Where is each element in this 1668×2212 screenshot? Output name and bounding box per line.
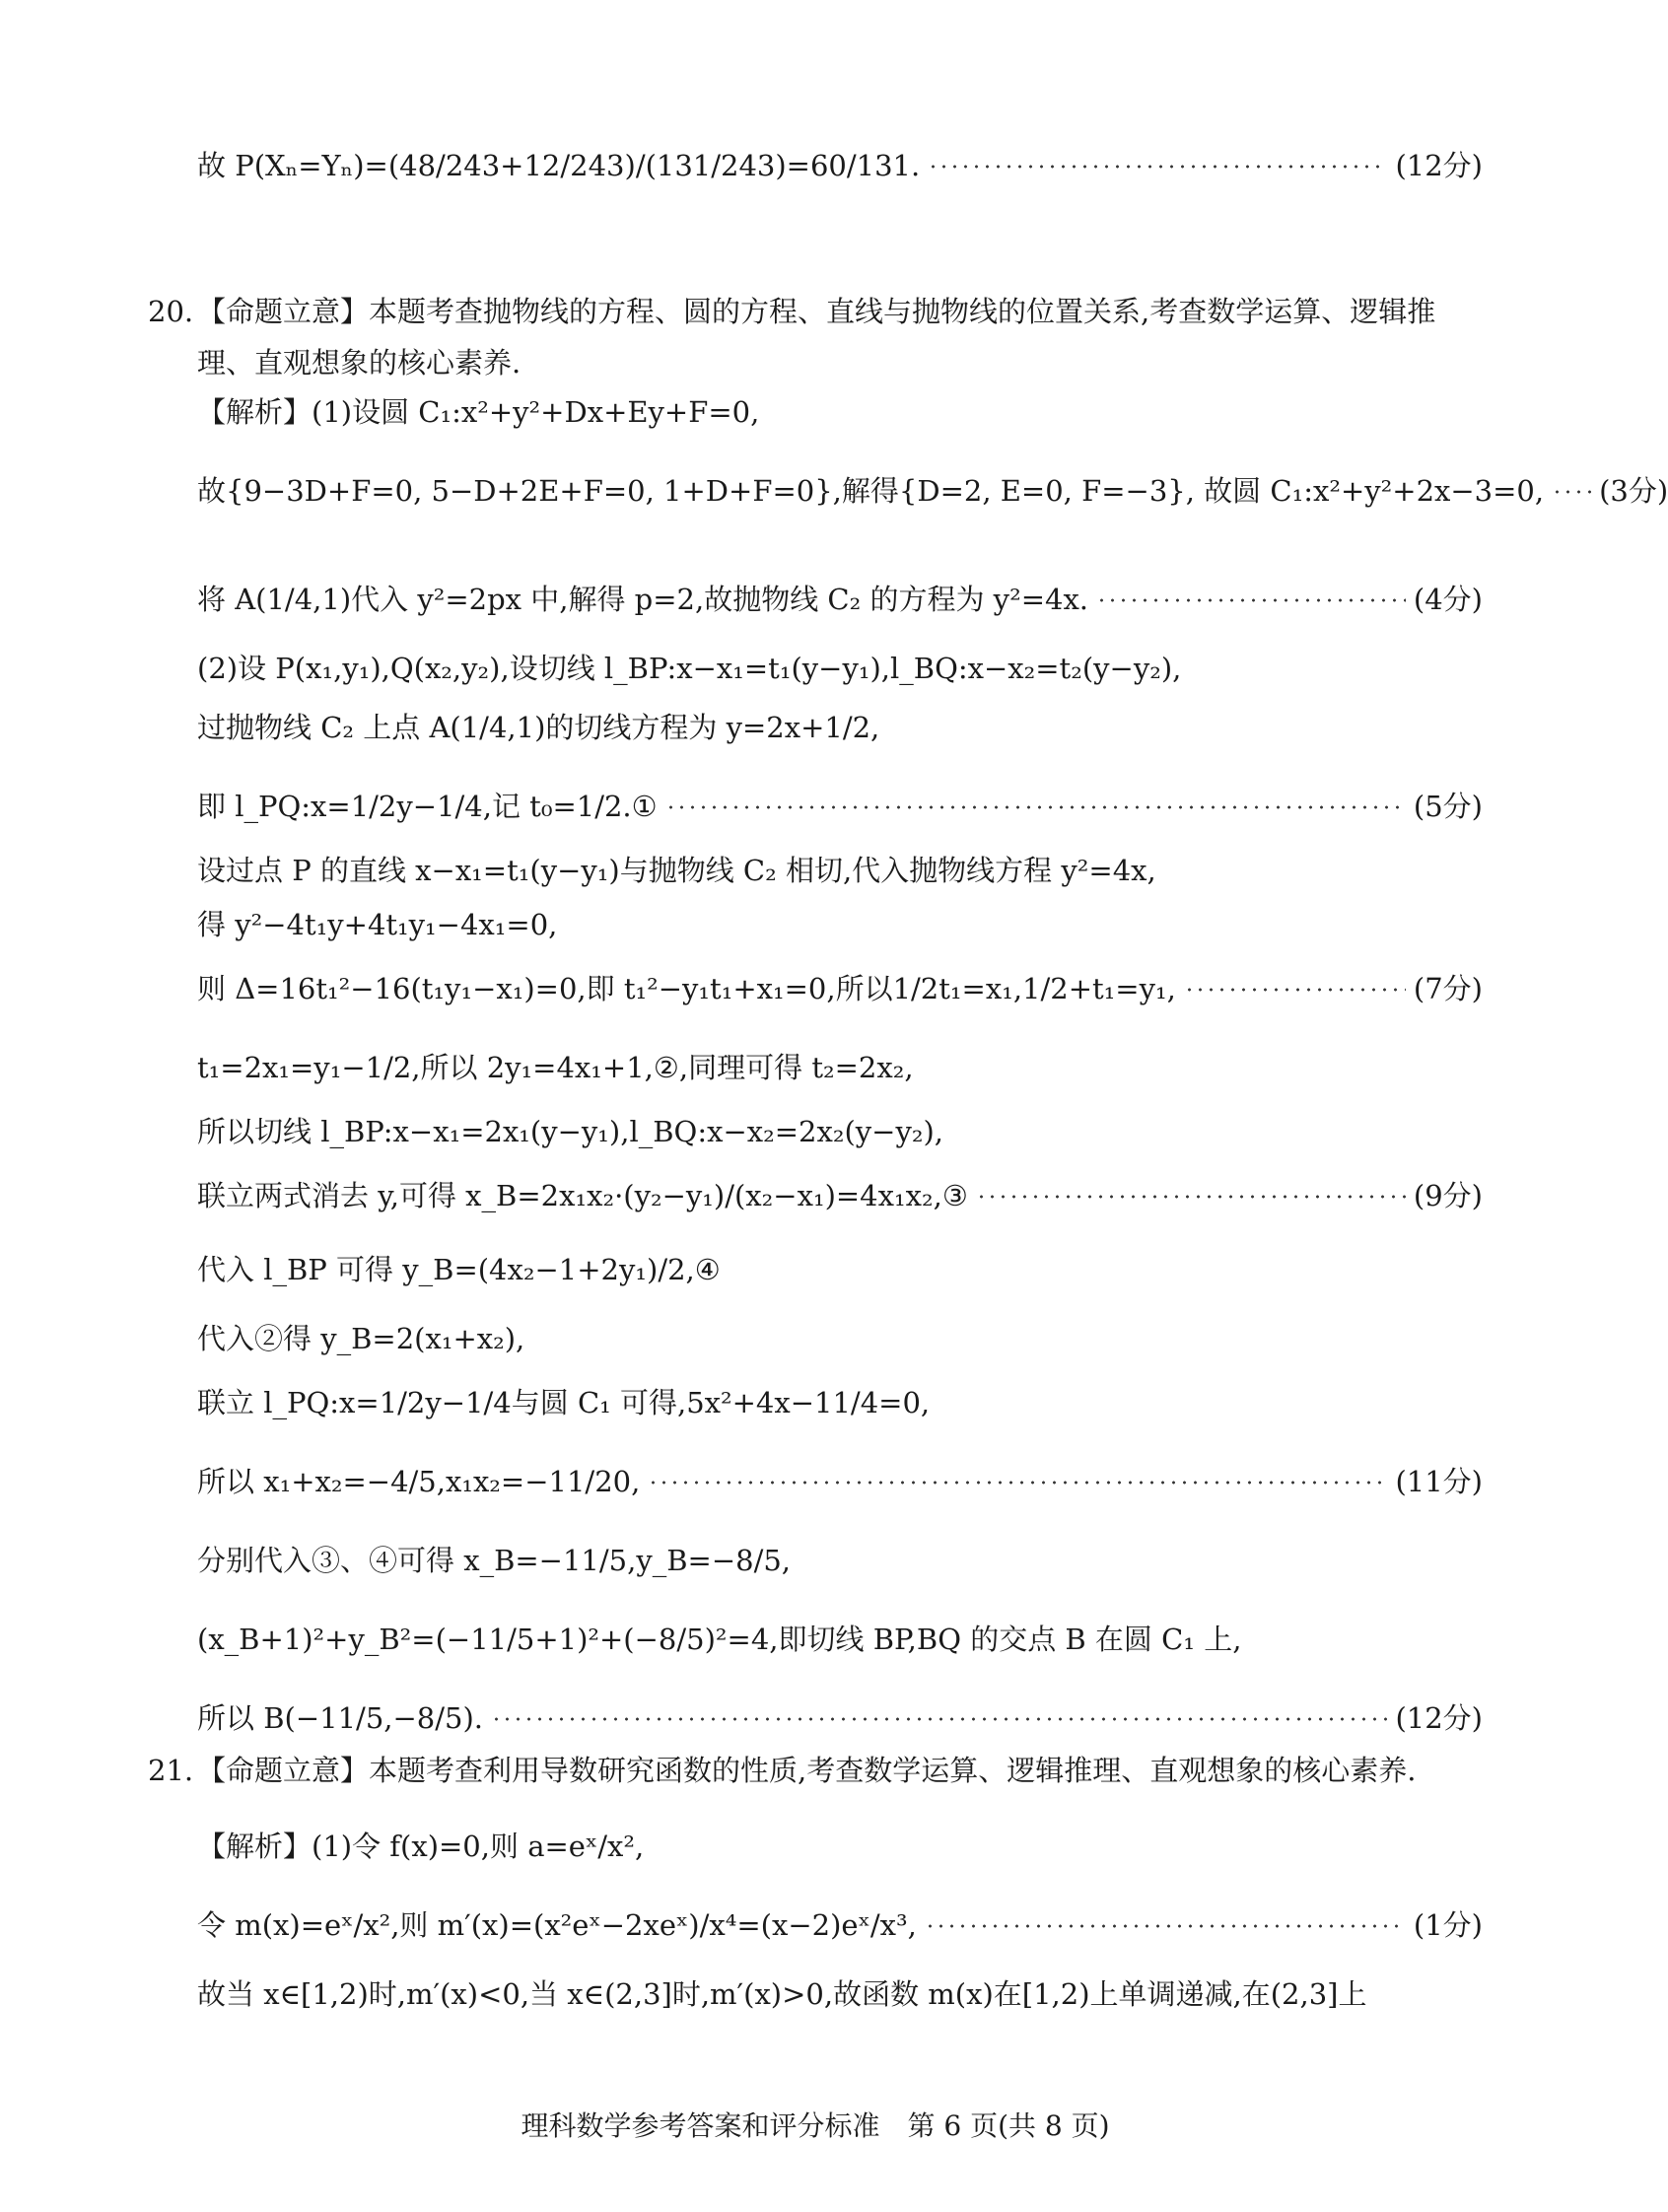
question-number: 20. — [148, 295, 194, 328]
solution-line-l22 — [197, 1700, 1483, 1738]
solution-text: 故{9−3D+F=0, 5−D+2E+F=0, 1+D+F=0},解得{D=2, E=0, F=−3}, 故圆 C₁:x²+y²+2x−3=0, — [197, 474, 1545, 508]
score-mark: (11分) — [1395, 1465, 1483, 1498]
leader-dots — [928, 165, 1387, 169]
solution-text: 所以 x₁+x₂=−4/5,x₁x₂=−11/20, — [197, 1465, 641, 1498]
solution-line-l15 — [197, 1178, 1483, 1215]
leader-dots — [1184, 988, 1406, 992]
solution-line-l17 — [197, 1321, 1483, 1358]
page-footer: 理科数学参考答案和评分标准 第 6 页(共 8 页) — [521, 2109, 1110, 2142]
leader-dots — [1552, 490, 1591, 494]
score-mark: (1分) — [1413, 1908, 1483, 1942]
solution-text: (2)设 P(x₁,y₁),Q(x₂,y₂),设切线 l_BP:x−x₁=t₁(y−y₁),l_BQ:x−x₂=t₂(y−y₂), — [197, 652, 1182, 685]
solution-text: 【解析】(1)令 f(x)=0,则 a=eˣ/x², — [197, 1830, 645, 1863]
solution-line-l16 — [197, 1252, 1483, 1289]
score-mark: (4分) — [1413, 583, 1483, 616]
solution-line-l25 — [197, 1907, 1483, 1945]
solution-line-l04 — [197, 394, 1483, 432]
leader-dots — [648, 1481, 1387, 1485]
leader-dots — [925, 1924, 1406, 1928]
leader-dots — [491, 1717, 1387, 1721]
solution-text: 分别代入③、④可得 x_B=−11/5,y_B=−8/5, — [197, 1544, 792, 1577]
solution-text: 所以切线 l_BP:x−x₁=2x₁(y−y₁),l_BQ:x−x₂=2x₂(y−y₂), — [197, 1115, 943, 1148]
solution-text: 即 l_PQ:x=1/2y−1/4,记 t₀=1/2.① — [197, 790, 658, 823]
solution-text: 代入②得 y_B=2(x₁+x₂), — [197, 1322, 525, 1355]
question-intro-q20 — [148, 286, 1483, 388]
solution-text: 将 A(1/4,1)代入 y²=2px 中,解得 p=2,故抛物线 C₂ 的方程为 y²=4x. — [197, 583, 1089, 616]
solution-text: 则 Δ=16t₁²−16(t₁y₁−x₁)=0,即 t₁²−y₁t₁+x₁=0,所以1/2t₁=x₁,1/2+t₁=y₁, — [197, 972, 1176, 1005]
solution-text: 所以 B(−11/5,−8/5). — [197, 1701, 483, 1735]
solution-text: (x_B+1)²+y_B²=(−11/5+1)²+(−8/5)²=4,即切线 BP,BQ 的交点 B 在圆 C₁ 上, — [197, 1623, 1242, 1656]
score-mark: (7分) — [1413, 972, 1483, 1005]
solution-text: 故 P(Xₙ=Yₙ)=(48/243+12/243)/(131/243)=60/131. — [197, 149, 921, 182]
solution-line-l09 — [197, 789, 1483, 826]
solution-line-l24 — [197, 1829, 1483, 1866]
score-mark: (12分) — [1395, 1701, 1483, 1735]
solution-text: 得 y²−4t₁y+4t₁y₁−4x₁=0, — [197, 908, 558, 941]
solution-line-l26 — [197, 1976, 1483, 2014]
solution-line-l12 — [197, 971, 1483, 1008]
score-mark: (5分) — [1413, 790, 1483, 823]
solution-text: 联立 l_PQ:x=1/2y−1/4与圆 C₁ 可得,5x²+4x−11/4=0, — [197, 1386, 931, 1419]
leader-dots — [665, 805, 1406, 809]
score-mark: (9分) — [1413, 1179, 1483, 1212]
solution-line-l07 — [197, 651, 1483, 688]
solution-line-l14 — [197, 1114, 1483, 1151]
solution-line-l11 — [197, 907, 1483, 944]
solution-line-l21 — [197, 1622, 1483, 1659]
solution-text: 设过点 P 的直线 x−x₁=t₁(y−y₁)与抛物线 C₂ 相切,代入抛物线方程 y²=4x, — [197, 854, 1156, 887]
score-mark: (3分) — [1599, 474, 1668, 508]
question-intro-text: 【命题立意】本题考查抛物线的方程、圆的方程、直线与抛物线的位置关系,考查数学运算、逻辑推理、直观想象的核心素养. — [197, 295, 1436, 380]
solution-line-l19 — [197, 1464, 1483, 1501]
solution-line-l01 — [197, 148, 1483, 185]
solution-text: 【解析】(1)设圆 C₁:x²+y²+Dx+Ey+F=0, — [197, 395, 760, 429]
solution-line-l06 — [197, 582, 1483, 619]
score-mark: (12分) — [1395, 149, 1483, 182]
solution-text: 令 m(x)=eˣ/x²,则 m′(x)=(x²eˣ−2xeˣ)/x⁴=(x−2)eˣ/x³, — [197, 1908, 917, 1942]
solution-line-l08 — [197, 710, 1483, 747]
leader-dots — [976, 1195, 1406, 1199]
solution-text: t₁=2x₁=y₁−1/2,所以 2y₁=4x₁+1,②,同理可得 t₂=2x₂, — [197, 1051, 914, 1084]
solution-line-l18 — [197, 1385, 1483, 1422]
leader-dots — [1096, 598, 1406, 602]
question-intro-text: 【命题立意】本题考查利用导数研究函数的性质,考查数学运算、逻辑推理、直观想象的核心素养. — [197, 1754, 1417, 1787]
solution-text: 过抛物线 C₂ 上点 A(1/4,1)的切线方程为 y=2x+1/2, — [197, 711, 880, 744]
solution-text: 代入 l_BP 可得 y_B=(4x₂−1+2y₁)/2,④ — [197, 1253, 721, 1286]
question-number: 21. — [148, 1754, 194, 1787]
solution-text: 联立两式消去 y,可得 x_B=2x₁x₂·(y₂−y₁)/(x₂−x₁)=4x₁x₂,③ — [197, 1179, 968, 1212]
question-intro-q21 — [148, 1745, 1483, 1796]
solution-text: 故当 x∈[1,2)时,m′(x)<0,当 x∈(2,3]时,m′(x)>0,故函数 m(x)在[1,2)上单调递减,在(2,3]上 — [197, 1977, 1367, 2011]
solution-line-l10 — [197, 853, 1483, 890]
solution-line-l05 — [197, 473, 1668, 511]
solution-line-l20 — [197, 1543, 1483, 1580]
solution-line-l13 — [197, 1050, 1483, 1087]
